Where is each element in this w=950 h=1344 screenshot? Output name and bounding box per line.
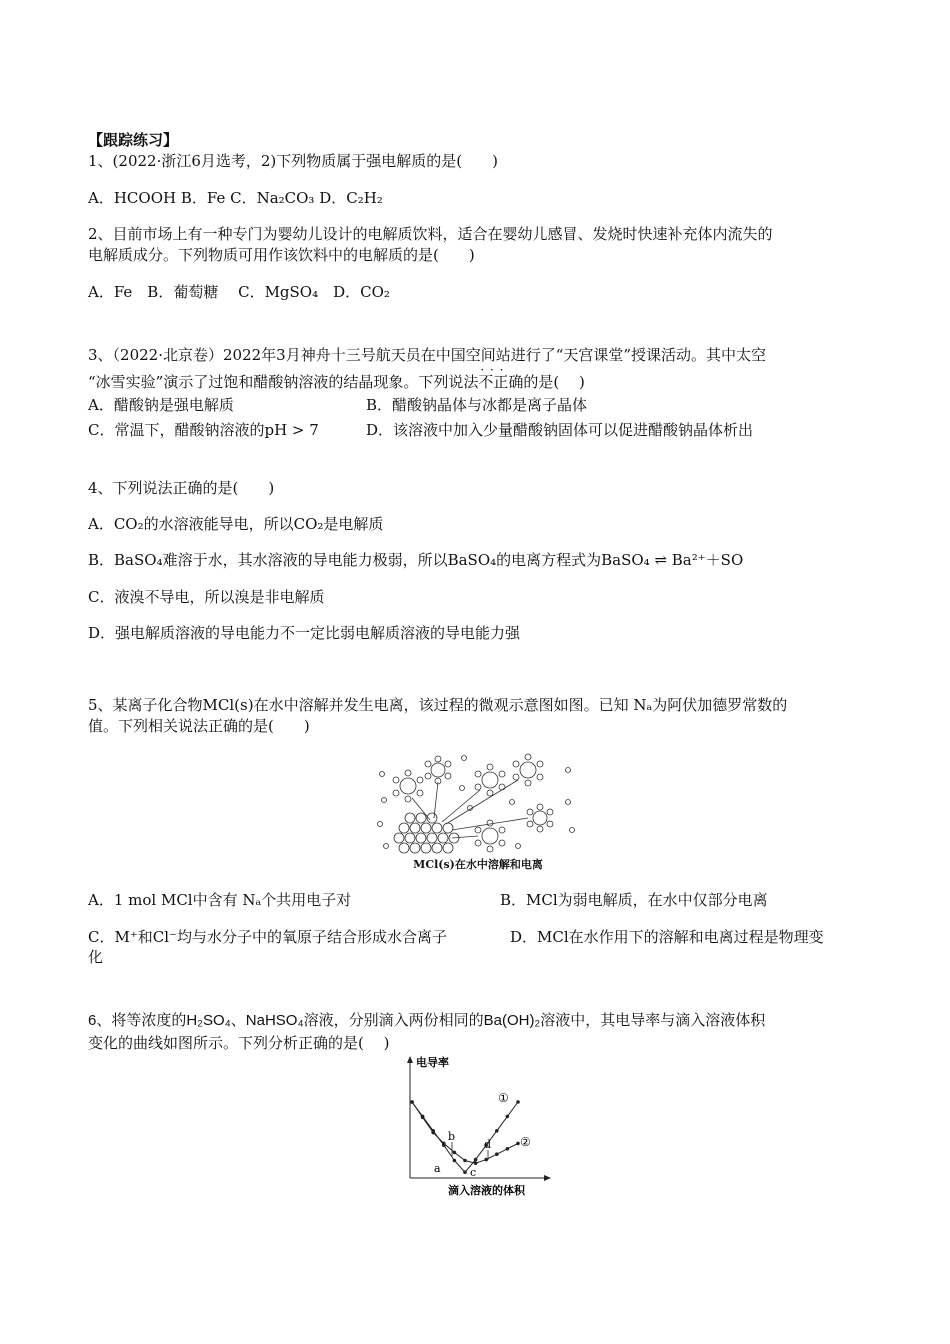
series-1-point	[495, 1129, 499, 1133]
y-axis-label: 电导率	[416, 1056, 449, 1069]
series-2-point	[421, 1116, 425, 1120]
series-1-point	[453, 1159, 457, 1163]
series-2-point	[410, 1100, 414, 1104]
series-2-point	[474, 1161, 478, 1165]
hydrated-ion-4	[513, 754, 543, 786]
hydrated-ion-2	[425, 756, 451, 784]
series-2-point	[506, 1147, 510, 1151]
q5-option-b: B．MCl为弱电解质，在水中仅部分电离	[500, 891, 768, 909]
series-2-point	[495, 1152, 499, 1156]
q3-option-a: A．醋酸钠是强电解质	[88, 396, 234, 414]
series-1-point	[463, 1170, 467, 1174]
q2-stem-line2: 电解质成分。下列物质可用作该饮料中的电解质的是( )	[88, 246, 475, 264]
q2-options: A．Fe B．葡萄糖 C．MgSO₄ D．CO₂	[88, 283, 390, 301]
q5-stem-line1: 5、某离子化合物MCl(s)在水中溶解并发生电离，该过程的微观示意图如图。已知 Nₐ为阿伏加德罗常数的	[88, 696, 788, 714]
q3-emphasis: 不正确 · · ·	[478, 373, 523, 391]
q5-stem-line2: 值。下列相关说法正确的是( )	[88, 717, 310, 735]
q3-stem-line2	[88, 372, 585, 392]
mcl-dissolution-figure	[372, 748, 584, 874]
series-1-point	[474, 1158, 478, 1162]
point-label-d: d	[484, 1138, 492, 1151]
q3-stem-line1: 3、（2022·北京卷）2022年3月神舟十三号航天员在中国空间站进行了“天宫课堂”授课活动。其中太空	[88, 346, 767, 364]
q5-option-d-continued: 化	[88, 948, 104, 966]
series-1-point	[516, 1100, 520, 1104]
q5-option-c: C．M⁺和Cl⁻均与水分子中的氧原子结合形成水合离子	[88, 928, 447, 946]
hydrated-ion-1	[393, 770, 423, 802]
q3-stem-part: “冰雪实验”演示了过饱和醋酸钠溶液的结晶现象。下列说法	[88, 373, 479, 391]
curve-label-2: ②	[520, 1135, 531, 1149]
series-2-point	[484, 1158, 488, 1162]
conductivity-chart	[396, 1052, 556, 1198]
series-2-point	[453, 1151, 457, 1155]
series-2-point	[431, 1131, 435, 1135]
q5-option-a: A．1 mol MCl中含有 Nₐ个共用电子对	[88, 891, 352, 909]
hydrated-ion-3	[475, 764, 505, 796]
section-title: 【跟踪练习】	[88, 131, 179, 149]
q5-option-d: D．MCl在水作用下的溶解和电离过程是物理变	[510, 928, 824, 946]
q3-option-c: C．常温下，醋酸钠溶液的pH > 7	[88, 421, 319, 439]
q4-option-a: A．CO₂的水溶液能导电，所以CO₂是电解质	[88, 515, 384, 533]
point-label-a: a	[434, 1162, 441, 1175]
q3-stem-end: 的是( )	[523, 373, 585, 391]
q1-stem: 1、(2022·浙江6月选考，2)下列物质属于强电解质的是( )	[88, 152, 498, 170]
q3-option-b: B．醋酸钠晶体与冰都是离子晶体	[366, 396, 588, 414]
dissolution-arrows	[412, 780, 528, 838]
q4-stem: 4、下列说法正确的是( )	[88, 479, 275, 497]
figure-caption: MCl(s)在水中溶解和电离	[413, 858, 543, 871]
hydrated-ion-5	[527, 804, 553, 832]
hydrated-ion-6	[475, 820, 505, 852]
q4-option-b: B．BaSO₄难溶于水，其水溶液的导电能力极弱，所以BaSO₄的电离方程式为BaSO₄ ⇌ Ba²⁺＋SO	[88, 551, 744, 569]
x-axis-label: 滴入溶液的体积	[448, 1184, 525, 1197]
series-line-2	[412, 1102, 518, 1163]
curve-label-1: ①	[498, 1091, 509, 1105]
q4-option-d: D．强电解质溶液的导电能力不一定比弱电解质溶液的导电能力强	[88, 624, 521, 642]
q2-stem-line1: 2、目前市场上有一种专门为婴幼儿设计的电解质饮料，适合在婴幼儿感冒、发烧时快速补充体内流失的	[88, 225, 773, 243]
point-label-c: c	[470, 1166, 477, 1179]
q3-option-d: D．该溶液中加入少量醋酸钠固体可以促进醋酸钠晶体析出	[366, 421, 754, 439]
x-axis-arrow	[544, 1175, 551, 1181]
point-label-b: b	[448, 1130, 456, 1143]
series-2-point	[463, 1159, 467, 1163]
q1-options: A．HCOOH B．Fe C．Na₂CO₃ D．C₂H₂	[88, 189, 383, 207]
q6-stem-line2: 变化的曲线如图所示。下列分析正确的是( )	[88, 1034, 390, 1052]
series-2-point	[442, 1142, 446, 1146]
y-axis-arrow	[407, 1056, 413, 1063]
q4-option-c: C．液溴不导电，所以溴是非电解质	[88, 588, 325, 606]
series-1-point	[506, 1115, 510, 1119]
ionic-lattice	[394, 813, 459, 853]
q6-stem-line1: 6、将等浓度的H₂SO₄、NaHSO₄溶液，分别滴入两份相同的Ba(OH)₂溶液中，其电导率与滴入溶液体积	[88, 1012, 766, 1029]
